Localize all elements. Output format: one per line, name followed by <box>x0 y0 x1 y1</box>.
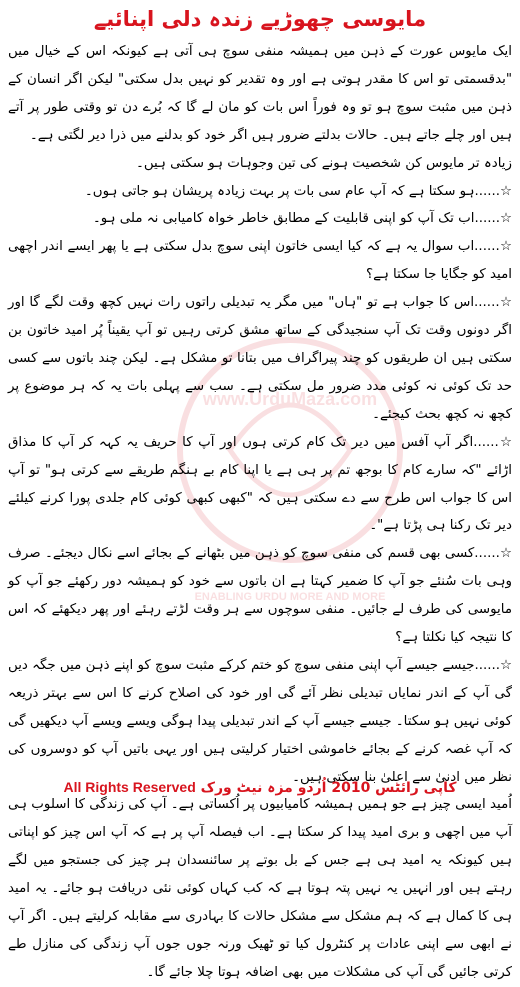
paragraph-reasons-heading: زیادہ تر مایوس کن شخصیت ہونے کی تین وجوہات ہو سکتی ہیں۔ <box>135 155 512 171</box>
watermark-tagline: ENABLING URDU MORE AND MORE <box>194 591 386 603</box>
article-body <box>8 38 512 987</box>
paragraph-hope: اُمید ایسی چیز ہے جو ہمیں ہمیشہ کامیابیوں پر اُکساتی ہے۔ آپ کی زندگی کا اسلوب ہی آپ میں اچھی و بری امید پیدا کر سکتا ہے۔ اب فیصلہ آپ پر ہے کہ آپ اس چیز کو اپناتی ہیں کیونکہ یہ امید ہی ہے جس کے بل بوتے پر سائنسدان ہر چیز کی جستجو میں لگے رہتے ہیں اور انہیں یہ نہیں پتہ ہوتا ہے کہ کب کہاں کوئی نئی دریافت ہو جائے۔ یہ امید ہی کا کمال ہے کہ ہم مشکل سے مشکل حالات کا بہادری سے مقابلہ کرلیتے ہیں۔ اگر آپ نے ابھی سے اپنی عادات پر کنٹرول کیا تو ٹھیک ورنہ جوں جوں آپ زندگی کی منازل طے کرتی جائیں گی آپ کی مشکلات میں بھی اضافہ ہوتا چلا جائے گا۔ <box>8 797 512 980</box>
copyright-footer <box>0 776 520 799</box>
paragraph-intro: ایک مایوس عورت کے ذہن میں ہمیشہ منفی سوچ ہی آتی ہے کیونکہ اس کے خیال میں "بدقسمتی تو اس کا مقدر ہوتی ہے اور وہ تقدیر کو نہیں بدل سکتی" لیکن اگر انسان کے ذہن میں مثبت سوچ ہو تو وہ فوراً اس بات کو مان لے گا کہ بُرے دن تو وقتی طور پر آتے ہیں اور چلے جاتے ہیں۔ حالات بدلتے ضرور ہیں اگر خود کو بدلنے میں ذرا دیر لگتی ہے۔ <box>8 44 512 143</box>
list-item-reason-2: ☆......اب تک آپ کو اپنی قابلیت کے مطابق خاطر خواہ کامیابی نہ ملی ہو۔ <box>92 211 512 227</box>
list-item-question: ☆......اب سوال یہ ہے کہ کیا ایسی خاتون اپنی سوچ بدل سکتی ہے یا پھر ایسے اندر اچھی امید کو جگایا جا سکتا ہے؟ <box>8 239 512 283</box>
footer-rights-english: All Rights Reserved <box>63 779 196 795</box>
list-item-answer: ☆......اس کا جواب ہے تو "ہاں" میں مگر یہ تبدیلی راتوں رات نہیں کچھ وقت لگے گا اور اگر دونوں وقت تک آپ سنجیدگی کے ساتھ مشق کرتی رہیں تو آپ یقیناً پُر امید خاتون بن سکتی ہیں ان طریقوں کو چند پیراگراف میں بتانا تو مشکل ہے۔ لیکن چند باتوں سے کسی حد تک کوئی نہ کوئی مدد ضرور مل سکتی ہے۔ سب سے پہلی بات یہ کہ ہر موضوع پر کچھ نہ کچھ بحث کیجئے۔ <box>8 295 512 422</box>
list-item-positive-change: ☆......جیسے جیسے آپ اپنی منفی سوچ کو ختم کرکے مثبت سوچ کو اپنے ذہن میں جگہ دیں گی آپ کے اندر نمایاں تبدیلی نظر آئے گی اور خود کی اصلاح کرنے کا اس سے بہتر ذریعہ کوئی نہیں ہو سکتا۔ جیسے جیسے آپ کے اندر تبدیلی پیدا ہوگی ویسے ویسے آپ دیکھیں گی کہ آپ غصہ کرنے کے بجائے خاموشی اختیار کرلیتی ہیں اور یہی باتیں آپ کو دوسروں کی نظر میں ادنیٰ سے اعلیٰ بنا سکتی ہیں۔ <box>8 657 512 785</box>
list-item-negative-thoughts: ☆......کسی بھی قسم کی منفی سوچ کو ذہن میں بٹھانے کے بجائے اسے نکال دیجئے۔ صرف وہی بات سُنئے جو آپ کا ضمیر کہتا ہے ان باتوں سے خود کو ہمیشہ دور رکھئے جو آپ کو مایوسی کی طرف لے جائیں۔ منفی سوچوں سے ہر وقت لڑتے رہئے اور پھر دیکھئے کہ اس کا نتیجہ کیا نکلتا ہے؟ <box>8 546 512 646</box>
list-item-office-example: ☆......اگر آپ آفس میں دیر تک کام کرتی ہوں اور آپ کا حریف یہ کہہ کر آپ کا مذاق اڑائے "کہ سارے کام کا بوجھ تم پر ہی ہے یا اپنا کام بے ہنگم طریقے سے کرتی ہو" تو آپ اس کا جواب اس طرح سے دے سکتی ہیں کہ "کبھی کبھی کوئی کام جلدی پورا کرنے کیلئے دیر تک رکنا ہی پڑتا ہے"۔ <box>8 434 512 534</box>
article-title: مایوسی چھوڑیے زندہ دلی اپنائیے <box>93 7 427 31</box>
watermark-site-text: www.UrduMaza.com <box>202 389 378 409</box>
list-item-reason-1: ☆......ہو سکتا ہے کہ آپ عام سی بات پر بہت زیادہ پریشان ہو جاتی ہوں۔ <box>84 183 512 199</box>
footer-copyright-urdu: کاپی رائٹس 2010 اُردو مزہ نیٹ ورک <box>200 780 457 796</box>
